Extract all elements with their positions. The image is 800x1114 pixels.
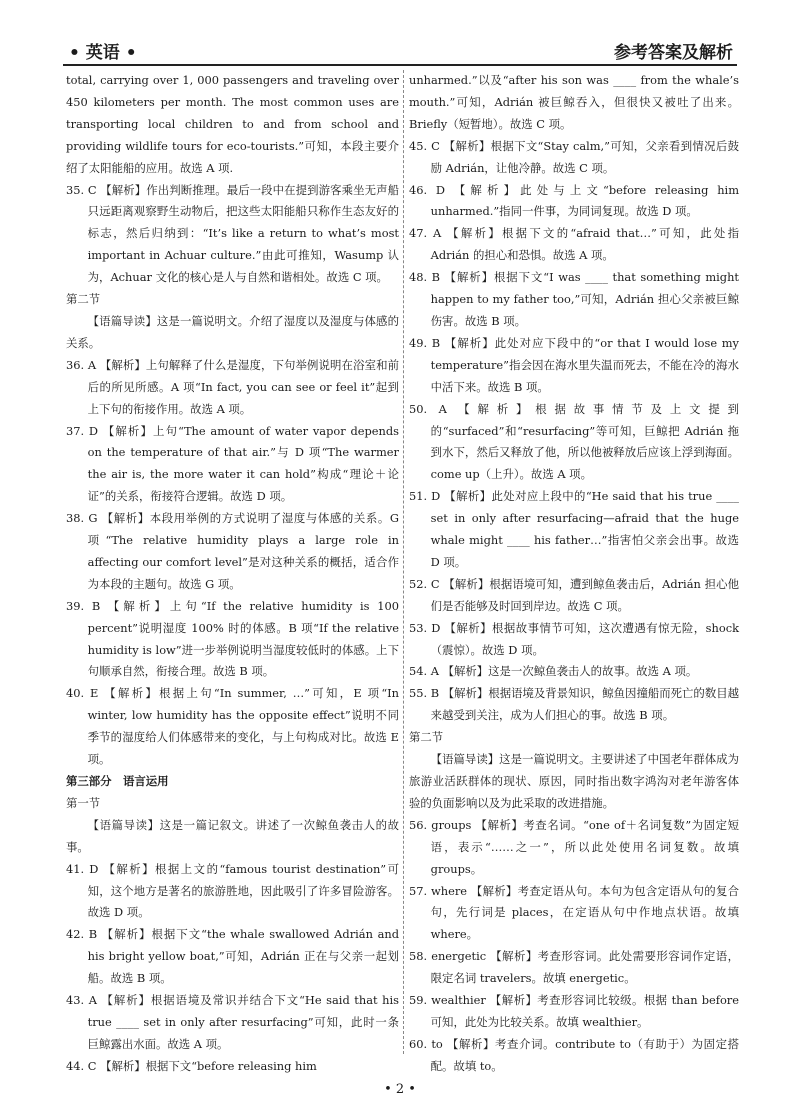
answer-paragraph: 45. C 【解析】根据下文“Stay calm,”可知，父亲看到情况后鼓励 Adrián，让他冷静。故选 C 项。 (409, 138, 739, 175)
answer-paragraph: 35. C 【解析】作出判断推理。最后一段中在提到游客乘坐无声船只远距离观察野生动物后，把这些太阳能船只称作生态友好的标志，然后归纳到：“It’s like a return to what’s most important in Achuar culture.”由此可推知，Wasump 认为，Achuar 文化的核心是人与自然和谐相处。故选 C 项。 (66, 182, 399, 285)
answer-paragraph: 50. A 【解析】根据故事情节及上文提到的“surfaced”和“resurfacing”等可知，巨鲸把 Adrián 拖到水下，然后又释放了他，所以他被释放后应该上浮到海面。come up（上升）。故选 A 项。 (409, 401, 739, 482)
subject-label: • 英语 • (69, 43, 137, 63)
answer-paragraph: 49. B 【解析】此处对应下段中的“or that I would lose my temperature”指会因在海水里失温而死去，不能在冷的海水中活下来。故选 B 项。 (409, 335, 739, 394)
right-column (409, 70, 739, 1073)
answer-paragraph: 43. A 【解析】根据语境及常识并结合下文“He said that his true ____ set in only after resurfacing”可知，此时一条巨鲸露出水面。故选 A 项。 (66, 993, 399, 1051)
answer-paragraph: 56. groups 【解析】考查名词。“one of＋名词复数”为固定短语，表示“……之一”，所以此处使用名词复数。故填 groups。 (409, 817, 739, 876)
answer-paragraph: 53. D 【解析】根据故事情节可知，这次遭遇有惊无险，shock（震惊）。故选 D 项。 (409, 620, 739, 657)
answer-paragraph: 【语篇导读】这是一篇记叙文。讲述了一次鲸鱼袭击人的故事。 (66, 817, 399, 854)
answer-paragraph: 47. A 【解析】根据下文的“afraid that…”可知，此处指 Adrián 的担心和恐惧。故选 A 项。 (409, 226, 739, 263)
answer-paragraph: 48. B 【解析】根据下文“I was ____ that something might happen to my father too,”可知，Adrián 担心父亲被巨鲸伤害。故选 B 项。 (409, 270, 739, 328)
left-column (66, 70, 399, 1073)
answer-paragraph: 55. B 【解析】根据语境及背景知识，鲸鱼因撞船而死亡的数目越来越受到关注，成为人们担心的事。故选 B 项。 (409, 686, 739, 723)
subsection-heading: 第二节 (409, 730, 444, 745)
answer-paragraph: 57. where 【解析】考查定语从句。本句为包含定语从句的复合句，先行词是 places，在定语从句中作地点状语。故填 where。 (409, 883, 739, 942)
answer-paragraph: 51. D 【解析】此处对应上段中的“He said that his true ____ set in only after resurfacing—afraid that the huge whale might ____ his father…”指害怕父亲会出事。故选 D 项。 (409, 489, 739, 569)
page-header (63, 30, 737, 66)
page-number: • 2 • (384, 1082, 416, 1097)
section-heading: 第三部分 语言运用 (66, 774, 169, 788)
section-title: 参考答案及解析 (614, 43, 733, 63)
answer-paragraph: 54. A 【解析】这是一次鲸鱼袭击人的故事。故选 A 项。 (409, 664, 698, 679)
answer-paragraph: 38. G 【解析】本段用举例的方式说明了湿度与体感的关系。G 项“The relative humidity plays a large role in affecting our comfort level”是对这种关系的概括，适合作为本段的主题句。故选 G 项。 (66, 511, 399, 591)
answer-paragraph: 39. B 【解析】上句“If the relative humidity is 100 percent”说明湿度 100% 时的体感。B 项“If the relative humidity is low”进一步举例说明当湿度较低时的体感。上下句顺承自然，衔接合理。故选 B 项。 (66, 598, 399, 679)
answer-paragraph: 58. energetic 【解析】考查形容词。此处需要形容词作定语，限定名词 travelers。故填 energetic。 (409, 949, 739, 986)
answer-paragraph: unharmed.”以及“after his son was ____ from the whale’s mouth.”可知，Adrián 被巨鲸吞入，但很快又被吐了出来。Briefly（短暂地）。故选 C 项。 (409, 73, 739, 131)
answer-paragraph: 52. C 【解析】根据语境可知，遭到鲸鱼袭击后，Adrián 担心他们是否能够及时回到岸边。故选 C 项。 (409, 576, 739, 613)
answer-paragraph: 46. D 【解析】此处与上文“before releasing him unharmed.”指同一件事，为同词复现。故选 D 项。 (409, 182, 739, 219)
answer-paragraph: 【语篇导读】这是一篇说明文。介绍了湿度以及湿度与体感的关系。 (66, 313, 399, 350)
subsection-heading: 第一节 (66, 795, 101, 810)
subsection-heading: 第二节 (66, 292, 101, 307)
answer-paragraph: 36. A 【解析】上句解释了什么是湿度，下句举例说明在浴室和前后的所见所感。A 项“In fact, you can see or feel it”起到上下句的衔接作用。故选 A 项。 (66, 357, 399, 416)
answer-paragraph: 60. to 【解析】考查介词。contribute to（有助于）为固定搭配。故填 to。 (409, 1036, 739, 1073)
answer-paragraph: total, carrying over 1, 000 passengers and traveling over 450 kilometers per month. The most common uses are transporting local children to and from school and providing wildlife tours for eco-tourists.”可知，本段主要介绍了太阳能船的应用。故选 A 项. (66, 73, 399, 175)
column-divider (403, 70, 404, 1054)
answer-paragraph: 40. E 【解析】根据上句“In summer, …”可知，E 项“In winter, low humidity has the opposite effect”说明不同季节的湿度给人们体感带来的变化，与上句构成对比。故选 E 项。 (66, 686, 399, 767)
answer-paragraph: 59. wealthier 【解析】考查形容词比较级。根据 than before 可知，此处为比较关系。故填 wealthier。 (409, 993, 739, 1029)
answer-paragraph: 42. B 【解析】根据下文“the whale swallowed Adrián and his bright yellow boat,”可知，Adrián 正在与父亲一起划船。故选 B 项。 (66, 927, 399, 986)
answer-paragraph: 44. C 【解析】根据下文“before releasing him (66, 1058, 317, 1073)
answer-paragraph: 【语篇导读】这是一篇说明文。主要讲述了中国老年群体成为旅游业活跃群体的现状、原因，同时指出数字鸿沟对老年游客体验的负面影响以及为此采取的改进措施。 (409, 752, 739, 810)
answer-paragraph: 41. D 【解析】根据上文的“famous tourist destination”可知，这个地方是著名的旅游胜地，因此吸引了许多冒险游客。故选 D 项。 (66, 861, 399, 920)
answer-paragraph: 37. D 【解析】上句“The amount of water vapor depends on the temperature of that air.”与 D 项“The warmer the air is, the more water it can hold”构成“理论＋论证”的关系，衔接符合逻辑。故选 D 项。 (66, 423, 399, 504)
